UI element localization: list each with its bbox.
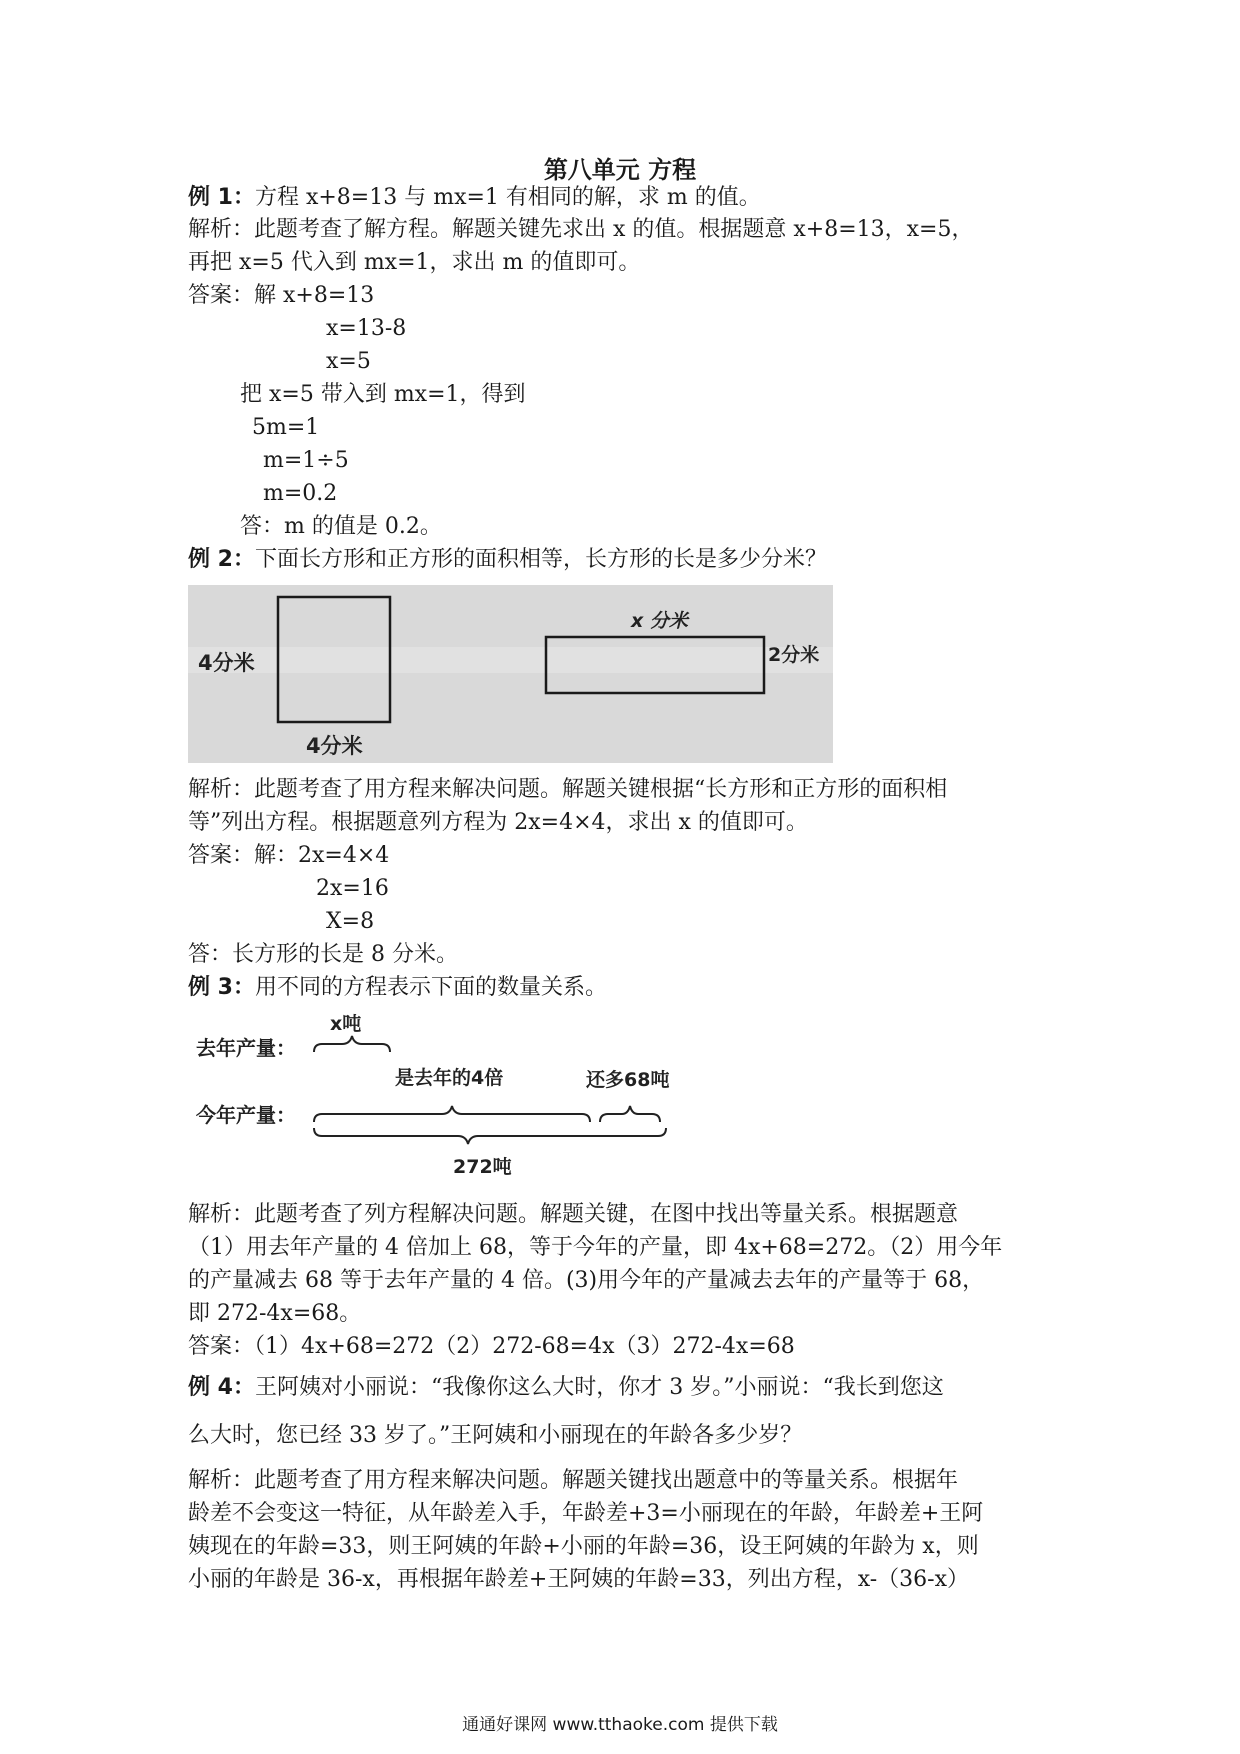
ex3-label: 例 3：: [188, 975, 255, 1000]
ex1-label: 例 1：: [188, 185, 255, 210]
more68-label: 还多68吨: [586, 1069, 670, 1091]
ex4-analysis-2: 龄差不会变这一特征，从年龄差入手，年龄差+3=小丽现在的年龄，年龄差+王阿: [188, 1501, 984, 1526]
last-year-brace: [314, 1036, 390, 1052]
ex2-analysis-2: 等”列出方程。根据题意列方程为 2x=4×4，求出 x 的值即可。: [188, 810, 808, 835]
ex1-answer-5: 5m=1: [252, 415, 320, 440]
more68-brace: [600, 1106, 660, 1122]
ex1-question: 方程 x+8=13 与 mx=1 有相同的解，求 m 的值。: [254, 185, 761, 210]
square-bottom-label: 4分米: [306, 734, 363, 758]
ex1-analysis-2: 再把 x=5 代入到 mx=1，求出 m 的值即可。: [188, 250, 641, 275]
ex3-answer: 答案：（1）4x+68=272（2）272-68=4x（3）272-4x=68: [188, 1334, 795, 1359]
times4-brace: [314, 1106, 590, 1122]
ex2-answer-3: X=8: [326, 909, 375, 934]
rect-right-label: 2分米: [768, 644, 820, 666]
ex3-analysis-2: （1）用去年产量的 4 倍加上 68，等于今年的产量，即 4x+68=272。（2）用今年: [188, 1235, 1003, 1260]
ex2-figure-photo: [188, 585, 833, 763]
total-brace: [314, 1128, 666, 1144]
ex1-answer-4: 把 x=5 带入到 mx=1，得到: [240, 382, 526, 407]
ex3-question: 用不同的方程表示下面的数量关系。: [254, 975, 607, 1000]
this-year-label: 今年产量：: [196, 1103, 296, 1127]
ex3-diagram: [188, 1010, 708, 1185]
ex3-analysis-1: 解析：此题考查了列方程解决问题。解题关键，在图中找出等量关系。根据题意: [188, 1202, 959, 1227]
x-ton-label: x吨: [330, 1013, 362, 1035]
ex2-question: 下面长方形和正方形的面积相等，长方形的长是多少分米？: [254, 547, 827, 572]
ex4-analysis-1: 解析：此题考查了用方程来解决问题。解题关键找出题意中的等量关系。根据年: [188, 1468, 959, 1493]
ex1-answer-1: 答案：解 x+8=13: [188, 283, 375, 308]
square-left-label: 4分米: [198, 651, 255, 675]
ex3-analysis-3: 的产量减去 68 等于去年产量的 4 倍。(3)用今年的产量减去去年的产量等于 68，: [188, 1268, 985, 1293]
ex1-answer-2: x=13-8: [326, 316, 407, 341]
ex2-analysis-1: 解析：此题考查了用方程来解决问题。解题关键根据“长方形和正方形的面积相: [188, 777, 948, 802]
ex4-question-line-1: [188, 1373, 944, 1403]
last-year-label: 去年产量：: [196, 1036, 296, 1060]
ex1-question-line: [188, 183, 761, 213]
ex4-label: 例 4：: [188, 1375, 255, 1400]
page-footer: 通通好课网 www.tthaoke.com 提供下载: [462, 1715, 778, 1735]
ex1-answer-8: 答：m 的值是 0.2。: [240, 514, 442, 539]
ex4-question-1: 王阿姨对小丽说：“我像你这么大时，你才 3 岁。”小丽说：“我长到您这: [254, 1375, 944, 1400]
ex1-answer-6: m=1÷5: [263, 448, 349, 473]
ex3-diagram-svg: [188, 1010, 708, 1185]
ex1-answer-3: x=5: [326, 349, 371, 374]
rect-top-label: x 分米: [631, 610, 688, 632]
ex2-question-line: [188, 545, 827, 575]
ex1-analysis-1: 解析：此题考查了解方程。解题关键先求出 x 的值。根据题意 x+8=13，x=5，: [188, 217, 974, 242]
ex1-answer-7: m=0.2: [263, 481, 338, 506]
ex2-label: 例 2：: [188, 547, 255, 572]
ex4-analysis-4: 小丽的年龄是 36-x，再根据年龄差+王阿姨的年龄=33，列出方程，x-（36-x）: [188, 1567, 969, 1592]
ex3-analysis-4: 即 272-4x=68。: [188, 1301, 362, 1326]
ex4-analysis-3: 姨现在的年龄=33，则王阿姨的年龄+小丽的年龄=36，设王阿姨的年龄为 x，则: [188, 1534, 979, 1559]
ex2-figure-svg: [188, 585, 833, 763]
page-title: 第八单元 方程: [543, 156, 697, 184]
ex4-question-2: 么大时，您已经 33 岁了。”王阿姨和小丽现在的年龄各多少岁？: [188, 1423, 803, 1448]
ex2-answer-4: 答：长方形的长是 8 分米。: [188, 942, 458, 967]
times4-label: 是去年的4倍: [395, 1067, 504, 1089]
total-label: 272吨: [453, 1156, 512, 1178]
ex2-answer-1: 答案：解：2x=4×4: [188, 843, 390, 868]
ex3-question-line: [188, 973, 607, 1003]
ex2-answer-2: 2x=16: [316, 876, 389, 901]
